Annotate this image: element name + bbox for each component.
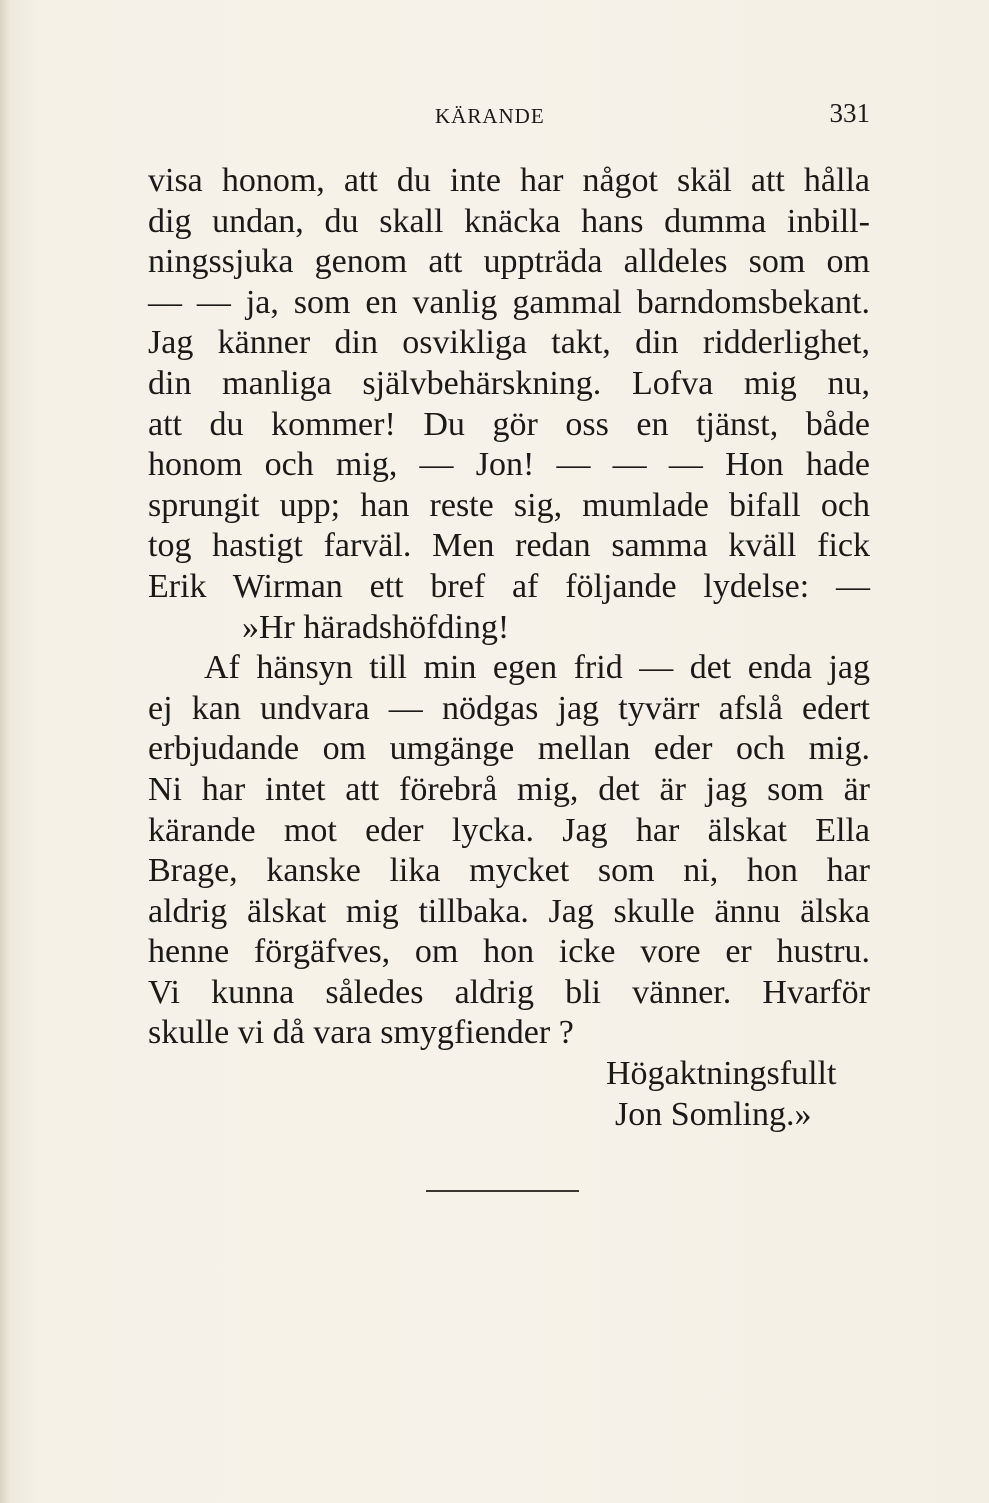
text-line: din manliga självbehärskning. Lofva mig nu, <box>148 364 870 402</box>
body-text <box>148 161 870 1135</box>
text-line: — — ja, som en vanlig gammal barndomsbekant. <box>148 283 870 321</box>
letter-line: kärande mot eder lycka. Jag har älskat Ella <box>148 811 870 849</box>
text-line: sprungit upp; han reste sig, mumlade bifall och <box>148 486 870 524</box>
letter-line: henne förgäfves, om hon icke vore er hustru. <box>148 933 870 971</box>
letter-line: Af hänsyn till min egen frid — det enda jag <box>204 649 870 687</box>
text-line: Jag känner din osvikliga takt, din ridderlighet, <box>148 324 870 362</box>
text-line: att du kommer! Du gör oss en tjänst, både <box>148 405 870 443</box>
text-line: dig undan, du skall knäcka hans dumma inbill- <box>148 202 870 240</box>
text-line: honom och mig, — Jon! — — — Hon hade <box>148 446 870 484</box>
letter-line: Ni har intet att förebrå mig, det är jag som är <box>148 770 870 808</box>
letter-signature: Jon Somling.» <box>615 1095 812 1133</box>
text-line: ningssjuka genom att uppträda alldeles som om <box>148 243 870 281</box>
letter-line: aldrig älskat mig tillbaka. Jag skulle ännu älska <box>148 892 870 930</box>
letter-line: erbjudande om umgänge mellan eder och mig. <box>148 730 870 768</box>
letter-salutation: »Hr häradshöfding! <box>242 608 510 646</box>
letter-line: skulle vi då vara smygfiender ? <box>148 1014 574 1052</box>
letter-line: Brage, kanske lika mycket som ni, hon har <box>148 852 870 890</box>
page-header <box>148 98 870 138</box>
letter-closing: Högaktningsfullt <box>606 1055 837 1093</box>
page-number: 331 <box>829 98 870 128</box>
running-head: KÄRANDE <box>435 104 545 128</box>
text-line: Erik Wirman ett bref af följande lydelse: — <box>148 567 870 605</box>
section-divider <box>426 1190 579 1192</box>
text-line: visa honom, att du inte har något skäl att hålla <box>148 162 870 199</box>
letter-line: Vi kunna således aldrig bli vänner. Hvarför <box>148 973 870 1011</box>
page-binding-edge <box>0 0 10 1503</box>
text-line: tog hastigt farväl. Men redan samma kväll fick <box>148 527 870 565</box>
letter-line: ej kan undvara — nödgas jag tyvärr afslå edert <box>148 689 870 727</box>
